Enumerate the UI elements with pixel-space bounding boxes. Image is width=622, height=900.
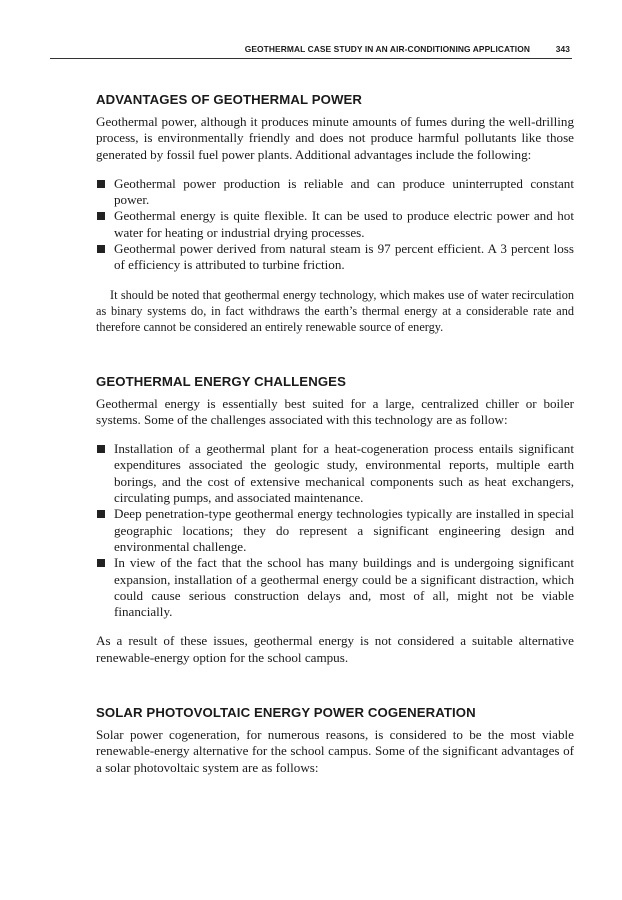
bullet-list-advantages bbox=[96, 176, 574, 274]
running-title: GEOTHERMAL CASE STUDY IN AN AIR-CONDITIONING APPLICATION bbox=[244, 44, 530, 54]
paragraph-note: It should be noted that geothermal energy technology, which makes use of water recirculation as binary systems do, in fact withdraws the earth’s thermal energy at a considerable rate and therefore cannot be considered an entirely renewable source of energy. bbox=[96, 287, 574, 335]
section-heading-challenges: GEOTHERMAL ENERGY CHALLENGES bbox=[96, 373, 346, 389]
section-challenges bbox=[96, 374, 574, 666]
paragraph-challenges-intro: Geothermal energy is essentially best suited for a large, centralized chiller or boiler systems. Some of the challenges associated with this technology are as follow: bbox=[96, 395, 574, 427]
square-bullet-icon bbox=[97, 559, 105, 567]
square-bullet-icon bbox=[97, 212, 105, 220]
section-heading-solar: SOLAR PHOTOVOLTAIC ENERGY POWER COGENERATION bbox=[96, 705, 476, 721]
paragraph-advantages-intro: Geothermal power, although it produces minute amounts of fumes during the well-drilling process, is environmentally friendly and does not produce harmful pollutants like those generated by fossil fuel power plants. Additional advantages include the following: bbox=[96, 114, 574, 162]
section-heading-advantages: ADVANTAGES OF GEOTHERMAL POWER bbox=[96, 92, 363, 107]
square-bullet-icon bbox=[97, 445, 105, 453]
square-bullet-icon bbox=[97, 180, 105, 188]
page-body bbox=[96, 92, 574, 776]
list-item: Geothermal power production is reliable and can produce uninterrupted constant power. bbox=[96, 176, 574, 209]
bullet-list-challenges bbox=[96, 441, 574, 620]
square-bullet-icon bbox=[97, 510, 105, 518]
paragraph-challenges-conclusion: As a result of these issues, geothermal energy is not considered a suitable alternative renewable-energy option for the school campus. bbox=[96, 633, 574, 665]
page-number: 343 bbox=[555, 44, 570, 54]
list-item: Installation of a geothermal plant for a heat-cogeneration process entails significant expenditures associated the geologic study, environmental reports, multiple earth borings, and the cost of extensive mechanical components such as heat exchangers, circulating pumps, and associated maintenance. bbox=[96, 441, 574, 506]
running-header bbox=[50, 42, 572, 59]
paragraph-solar-intro: Solar power cogeneration, for numerous reasons, is considered to be the most viable renewable-energy alternative for the school campus. Some of the significant advantages of a solar photovoltaic system are as follows: bbox=[96, 727, 574, 775]
list-item: Geothermal power derived from natural steam is 97 percent efficient. A 3 percent loss of efficiency is attributed to turbine friction. bbox=[96, 241, 574, 274]
list-item: Deep penetration-type geothermal energy technologies typically are installed in special geographic locations; they do represent a significant engineering design and environmental challenge. bbox=[96, 506, 574, 555]
section-solar bbox=[96, 705, 574, 776]
list-item: In view of the fact that the school has many buildings and is undergoing significant expansion, installation of a geothermal energy could be a significant distraction, which could cause serious construction delays and, most of all, might not be viable financially. bbox=[96, 555, 574, 620]
section-advantages bbox=[96, 92, 574, 336]
list-item: Geothermal energy is quite flexible. It can be used to produce electric power and hot water for heating or industrial drying processes. bbox=[96, 208, 574, 241]
square-bullet-icon bbox=[97, 245, 105, 253]
